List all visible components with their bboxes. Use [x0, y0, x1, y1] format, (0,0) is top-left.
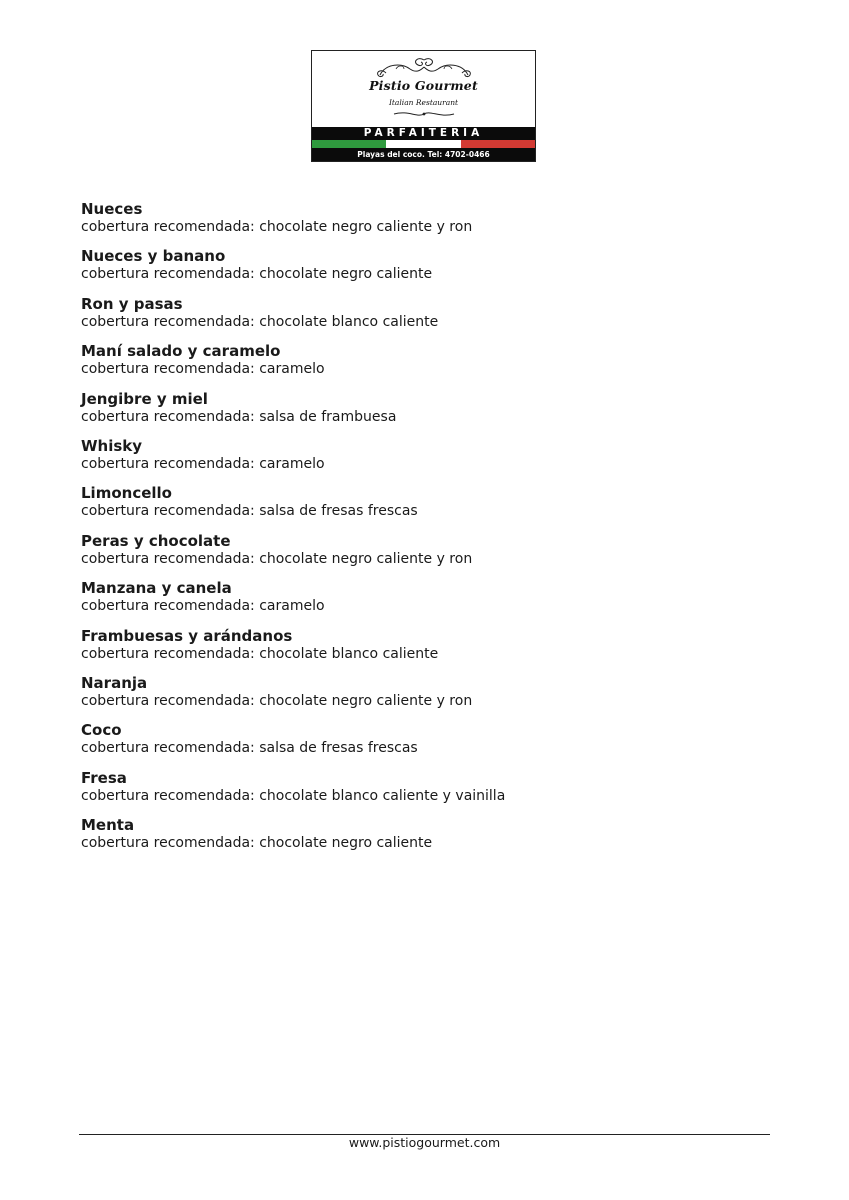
menu-item	[81, 627, 781, 674]
item-name: Maní salado y caramelo	[81, 342, 281, 361]
item-description: cobertura recomendada: caramelo	[81, 598, 325, 615]
menu-item	[81, 816, 781, 863]
menu-item	[81, 579, 781, 626]
logo-contact-line: Playas del coco. Tel: 4702-0466	[312, 148, 535, 161]
menu-item	[81, 437, 781, 484]
menu-item	[81, 247, 781, 294]
logo-brand-name: Pistio Gourmet	[369, 78, 478, 93]
item-name: Peras y chocolate	[81, 531, 231, 550]
item-name: Limoncello	[81, 484, 172, 503]
item-description: cobertura recomendada: chocolate negro caliente	[81, 835, 433, 852]
item-description: cobertura recomendada: caramelo	[81, 361, 325, 378]
item-description: cobertura recomendada: caramelo	[81, 455, 325, 472]
item-description: cobertura recomendada: chocolate blanco caliente y vainilla	[81, 787, 506, 804]
item-description: cobertura recomendada: chocolate blanco caliente	[81, 313, 439, 330]
item-description: cobertura recomendada: chocolate negro caliente y ron	[81, 550, 473, 567]
logo-subtitle: Italian Restaurant	[388, 98, 459, 107]
item-description: cobertura recomendada: salsa de fresas frescas	[81, 740, 418, 757]
menu-item	[81, 200, 781, 247]
flag-stripe-white	[386, 140, 460, 148]
item-name: Coco	[81, 721, 122, 740]
item-description: cobertura recomendada: chocolate blanco caliente	[81, 645, 439, 662]
item-name: Naranja	[81, 673, 148, 692]
item-name: Fresa	[81, 768, 127, 787]
item-description: cobertura recomendada: salsa de fresas frescas	[81, 503, 418, 520]
item-name: Menta	[81, 816, 135, 835]
item-name: Manzana y canela	[81, 579, 232, 598]
item-name: Whisky	[81, 436, 143, 455]
italian-flag-stripe	[312, 140, 535, 148]
menu-item	[81, 342, 781, 389]
menu-list	[81, 200, 781, 863]
item-name: Nueces	[81, 200, 143, 218]
flourish-ornament-icon	[372, 57, 476, 79]
restaurant-logo	[311, 50, 536, 162]
menu-item	[81, 295, 781, 342]
menu-item	[81, 674, 781, 721]
divider-ornament-icon	[392, 109, 456, 119]
item-description: cobertura recomendada: chocolate negro caliente	[81, 266, 433, 283]
item-name: Ron y pasas	[81, 294, 183, 313]
item-description: cobertura recomendada: chocolate negro caliente y ron	[81, 219, 473, 235]
item-name: Frambuesas y arándanos	[81, 626, 293, 645]
logo-banner: PARFAITERIA	[312, 127, 535, 140]
menu-item	[81, 390, 781, 437]
menu-item	[81, 484, 781, 531]
item-name: Nueces y banano	[81, 247, 226, 266]
footer-website-link[interactable]: www.pistiogourmet.com	[348, 1135, 501, 1150]
flag-stripe-green	[312, 140, 386, 148]
menu-item	[81, 769, 781, 816]
item-description: cobertura recomendada: salsa de frambuesa	[81, 408, 397, 425]
menu-item	[81, 532, 781, 579]
item-name: Jengibre y miel	[81, 389, 208, 408]
menu-item	[81, 721, 781, 768]
flag-stripe-red	[461, 140, 535, 148]
item-description: cobertura recomendada: chocolate negro caliente y ron	[81, 692, 473, 709]
